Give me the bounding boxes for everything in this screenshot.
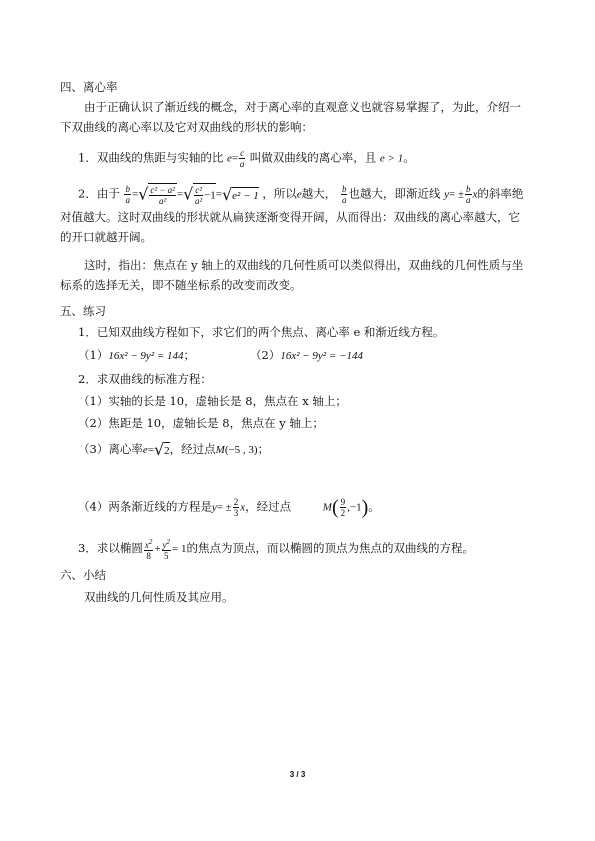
frac-den: 2 xyxy=(340,508,346,518)
exercise-1: 1．已知双曲线方程如下，求它们的两个焦点、离心率 e 和渐近线方程。 xyxy=(78,325,445,339)
end: ； xyxy=(257,442,270,456)
exercise-2-4: （4）两条渐近线的方程是y= ± $\frac{2}{3}$ x，经过点 M( $\frac{9}{2}$ ,−1)。 xyxy=(78,496,380,519)
frac-den: a xyxy=(239,159,245,169)
frac-den: 8 xyxy=(146,551,151,561)
item2-text-d: 也越大，即渐近线 xyxy=(348,186,441,201)
sqrt-two: √2 xyxy=(153,440,170,459)
paragraph-note-line1: 这时，指出：焦点在 y 轴上的双曲线的几何性质可以类似得出，双曲线的几何性质与坐 xyxy=(84,258,524,272)
sqrt-content: e² − 1 xyxy=(232,187,259,203)
frac-den: 5 xyxy=(164,551,169,561)
eq-one: = 1 xyxy=(172,543,187,555)
frac-den: a xyxy=(125,195,130,205)
formula-c-over-a xyxy=(239,148,245,169)
frac-den: a xyxy=(466,195,471,205)
paragraph-item2-line3: 的开口就越开阔。 xyxy=(60,230,152,244)
formula-sqrt-3: √e² − 1 xyxy=(221,184,259,204)
equation: 16x² − 9y² = 144 xyxy=(108,350,184,362)
point-M: M xyxy=(215,444,225,456)
exercise-1-2 xyxy=(250,348,363,363)
label: （1） xyxy=(78,348,109,362)
frac-num: 9 xyxy=(340,497,346,507)
label: （2） xyxy=(250,348,281,362)
var-x: x xyxy=(144,540,149,550)
text-a: （3）离心率 xyxy=(78,442,143,456)
frac-den: a² xyxy=(195,196,203,206)
frac-num: 2 xyxy=(233,497,239,507)
item1-end: 。 xyxy=(403,150,415,165)
exercise-2-3: （3）离心率e=√2，经过点M(−5 , 3)； xyxy=(78,440,270,459)
formula-b-over-a-3 xyxy=(465,184,472,205)
frac-num: b xyxy=(341,184,347,194)
frac-two-thirds xyxy=(233,497,240,518)
frac-x2-8 xyxy=(144,537,154,561)
paragraph-item2-line2: 对值越大。这时双曲线的形状就从扁狭逐渐变得开阔，从而得出：双曲线的离心率越大，它 xyxy=(60,210,520,224)
frac-num: b xyxy=(466,184,471,194)
formula-b-over-a xyxy=(124,184,131,205)
paragraph-intro-line2: 下双曲线的离心率以及它对双曲线的形状的影响： xyxy=(60,120,313,134)
var-e: e xyxy=(296,188,302,201)
text-b: ，经过点 xyxy=(169,442,216,456)
var-y: y xyxy=(162,540,167,550)
var-e: e xyxy=(142,444,148,456)
exercise-2: 2．求双曲线的标准方程： xyxy=(78,372,212,386)
point-coords: (−5 , 3) xyxy=(224,444,258,456)
var-y: y xyxy=(211,501,217,514)
frac-num: c² xyxy=(195,185,202,195)
frac-den: a² xyxy=(159,196,167,206)
item2-text-b: ，所以 xyxy=(262,186,297,201)
end: ； xyxy=(183,348,196,362)
formula-b-over-a-2 xyxy=(341,184,348,205)
var-x: x xyxy=(472,188,478,201)
item2-text-c: 越大， xyxy=(301,186,337,201)
formula-e: e xyxy=(226,152,232,165)
eq-pm: = ± xyxy=(216,501,232,514)
frac-den: a xyxy=(341,195,347,205)
exercise-2-1: （1）实轴的长是 10，虚轴长是 8，焦点在 x 轴上； xyxy=(78,394,347,408)
paragraph-intro-line1: 由于正确认识了渐近线的概念，对于离心率的直观意义也就容易掌握了，为此，介绍一 xyxy=(84,100,521,114)
text-a: （4）两条渐近线的方程是 xyxy=(78,499,212,514)
frac-num: c xyxy=(240,148,245,158)
minus-one: −1 xyxy=(204,189,216,202)
section-heading-summary: 六、小结 xyxy=(60,568,106,582)
frac-nine-halves xyxy=(340,497,347,518)
formula-eq: = xyxy=(231,152,239,165)
frac-num: b xyxy=(125,184,130,194)
item2-text-e: 的斜率绝 xyxy=(477,186,524,201)
exercise-2-2: （2）焦距是 10，虚轴长是 8，焦点在 y 轴上； xyxy=(78,416,324,430)
eq-pm: = ± xyxy=(449,188,464,201)
coord-y: −1 xyxy=(349,501,362,514)
frac-num: $x^2$ xyxy=(144,538,153,550)
point-M: M xyxy=(322,501,332,514)
exercise-1-1 xyxy=(78,348,195,363)
formula-sqrt-1: √ $\frac{\text{c² − a²}}{\text{a²}}$ xyxy=(138,184,175,206)
end: 。 xyxy=(368,499,380,514)
exercise-3: 3．求以椭圆 $\frac{x^2}{8}$ + $\frac{y^2}{5}$ = 1的焦点为顶点，而以椭圆的顶点为焦点的双曲线的方程。 xyxy=(78,538,475,561)
summary-text: 双曲线的几何性质及其应用。 xyxy=(84,590,234,604)
item1-text-b: 叫做双曲线的离心率，且 xyxy=(249,150,377,165)
text-b: 的焦点为顶点，而以椭圆的顶点为焦点的双曲线的方程。 xyxy=(186,541,475,555)
formula-sqrt-2: √ $\frac{\text{c²}}{\text{a²}}$ −1 xyxy=(183,184,216,206)
text-a: 3．求以椭圆 xyxy=(78,541,143,555)
frac-num: $y^2$ xyxy=(162,538,171,550)
frac-den: 3 xyxy=(233,508,239,518)
section-heading-exercises: 五、练习 xyxy=(60,304,106,318)
equation: 16x² − 9y² = −144 xyxy=(280,350,363,362)
frac-num: c² − a² xyxy=(150,185,175,195)
paragraph-note-line2: 标系的选择无关，即不随坐标系的改变而改变。 xyxy=(60,278,302,292)
sqrt-content: 2 xyxy=(164,442,170,458)
paragraph-item2: 2．由于 $\frac{b}{a}$ =√ $\frac{\text{c² − a²}}{\text{a²}}$ =√ $\frac{\text{c²}}{\text{a²}}$ −1=√e² − 1 ，所以e越大， $\frac{b}{a}$ 也越大，即渐近线 y= ± $\frac{b}{a}$ x的斜率绝 xyxy=(78,184,524,206)
paragraph-item1 xyxy=(78,148,415,169)
frac-y2-5 xyxy=(162,537,172,561)
text-b: ，经过点 xyxy=(245,499,292,514)
item2-text-a: 2．由于 xyxy=(78,186,120,201)
page-number: 3 / 3 xyxy=(289,770,306,779)
section-heading-eccentricity: 四、离心率 xyxy=(60,80,118,94)
formula-e-gt-1: e > 1 xyxy=(379,152,404,165)
var-x: x xyxy=(240,501,246,514)
item1-text-a: 1．双曲线的焦距与实轴的比 xyxy=(78,150,224,165)
var-y: y xyxy=(444,188,449,201)
